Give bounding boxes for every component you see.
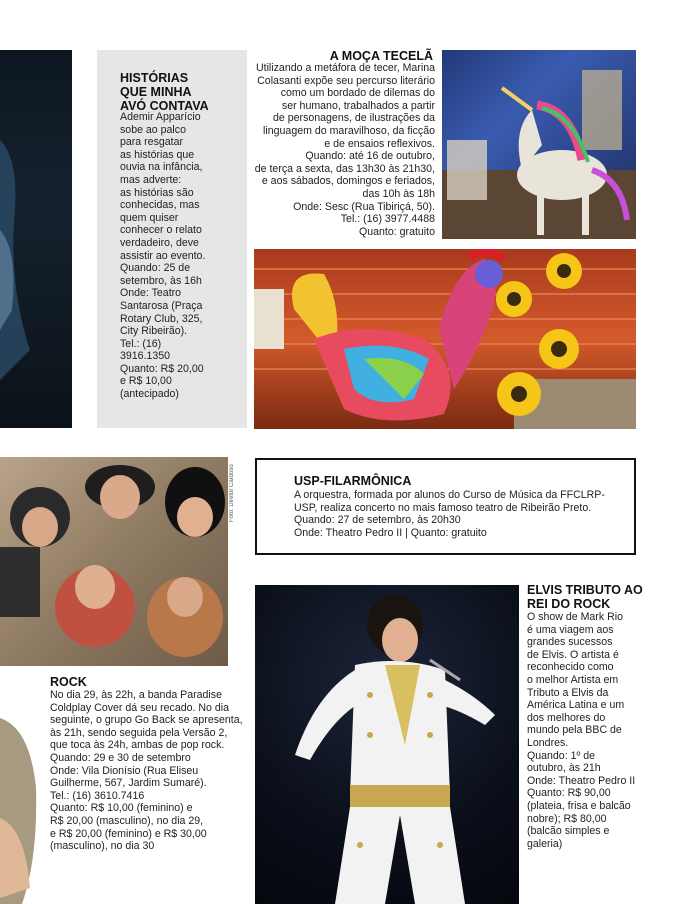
- performer-silhouette: [0, 50, 72, 428]
- moca-tecela-text-line: e aos sábados, domingos e feriados,: [261, 175, 435, 188]
- moca-tecela-text-line: de terça a sexta, das 13h30 às 21h30,: [254, 162, 435, 175]
- elvis-title: ELVIS TRIBUTO AO REI DO ROCK: [527, 583, 643, 611]
- moca-tecela-text-line: de personagens, de ilustrações da: [273, 112, 435, 125]
- historias-title: HISTÓRIAS QUE MINHA AVÓ CONTAVA: [120, 71, 209, 113]
- rooster-sculpture-photo: [254, 249, 636, 429]
- moca-tecela-text: [253, 62, 435, 238]
- elvis-text-line: Onde: Theatro Pedro II: [527, 774, 636, 787]
- usp-text-line: Quando: 27 de setembro, às 20h30: [294, 514, 461, 527]
- historias-text-line: e R$ 10,00: [120, 375, 172, 388]
- performer-photo-left: [0, 50, 72, 428]
- rock-text-line: que toca às 24h, ambas de pop rock.: [50, 739, 225, 752]
- moca-tecela-text-line: Tel.: (16) 3977.4488: [340, 213, 435, 226]
- moca-tecela-text-line: Quando: até 16 de outubro,: [305, 150, 435, 163]
- moca-tecela-text-line: linguagem do maravilhoso, da ficção: [263, 124, 435, 137]
- elvis-text-line: dos melhores do: [527, 711, 606, 724]
- moca-tecela-text-line: Colasanti expõe seu percurso literário: [257, 74, 435, 87]
- moca-tecela-title: A MOÇA TECELÃ: [329, 49, 433, 63]
- historias-text-line: Quanto: R$ 20,00: [120, 362, 204, 375]
- rock-text-line: seguinte, o grupo Go Back se apresenta,: [50, 714, 243, 727]
- usp-text-line: USP, realiza concerto no mais famoso teatro de Ribeirão Preto.: [294, 501, 592, 514]
- elvis-text-line: O show de Mark Rio: [527, 611, 623, 623]
- rock-text-line: Tel.: (16) 3610.7416: [50, 789, 145, 802]
- historias-text-line: 3916.1350: [120, 350, 171, 363]
- rock-title: ROCK: [50, 675, 87, 689]
- moca-tecela-text-line: ser humano, trabalhados a partir: [281, 99, 435, 112]
- usp-title: USP-FILARMÔNICA: [294, 474, 412, 488]
- elvis-text-line: nobre); R$ 80,00: [527, 812, 607, 825]
- elvis-text-line: é uma viagem aos: [527, 623, 614, 636]
- historias-text-line: conhecidas, mas: [120, 199, 200, 212]
- elvis-text-line: (balcão simples e: [527, 825, 610, 838]
- elvis-text-line: (plateia, frisa e balcão: [527, 799, 631, 812]
- rock-text-line: Quando: 29 e 30 de setembro: [50, 751, 191, 764]
- historias-text-line: mas adverte:: [120, 173, 182, 186]
- photo-credit: Foto: Diretor Cardoso: [229, 464, 235, 522]
- historias-text-line: assistir ao evento.: [120, 249, 206, 262]
- moca-tecela-text-line: Onde: Sesc (Rua Tibiriçá, 50).: [293, 200, 435, 213]
- elvis-tribute-photo: [255, 585, 519, 904]
- elvis-text-line: Quanto: R$ 90,00: [527, 787, 611, 800]
- moca-tecela-text-line: como um bordado de dilemas do: [280, 87, 435, 100]
- historias-text-line: (antecipado): [120, 388, 179, 401]
- elvis-text-line: de Elvis. O artista é: [527, 648, 619, 661]
- elvis-text: [527, 611, 682, 850]
- usp-text-line: Onde: Theatro Pedro II | Quanto: gratuito: [294, 526, 487, 539]
- historias-text-line: Rotary Club, 325,: [120, 312, 203, 325]
- historias-text-line: as histórias que: [120, 148, 195, 161]
- historias-text-line: City Ribeirão).: [120, 325, 188, 338]
- elvis-text-line: grandes sucessos: [527, 636, 613, 649]
- moca-tecela-text-line: Quanto: gratuito: [359, 225, 435, 238]
- elvis-text-line: outubro, às 21h: [527, 762, 601, 775]
- historias-text-line: conhecer o relato: [120, 224, 202, 237]
- moca-tecela-text-line: das 10h às 18h: [362, 187, 435, 200]
- elvis-text-line: o melhor Artista em: [527, 673, 619, 686]
- rock-text-line: No dia 29, às 22h, a banda Paradise: [50, 689, 222, 701]
- historias-text-line: Santarosa (Praça: [120, 299, 203, 312]
- elvis-text-line: mundo pela BBC de: [527, 724, 622, 737]
- historias-text-line: setembro, às 16h: [120, 274, 202, 287]
- rock-text-line: R$ 20,00 (masculino), no dia 29,: [50, 814, 204, 827]
- rock-text-line: Guilherme, 567, Jardim Sumaré).: [50, 777, 207, 790]
- rock-text-line: às 21h, sendo seguida pela Versão 2,: [50, 726, 228, 739]
- elvis-text-line: Londres.: [527, 736, 569, 749]
- unicorn-figure: [442, 50, 636, 239]
- moca-tecela-text-line: e de ensaios reflexivos.: [324, 137, 435, 150]
- historias-text-line: as histórias são: [120, 186, 194, 199]
- rooster-figure: [254, 249, 636, 429]
- historias-text-line: ouvia na infância,: [120, 161, 203, 174]
- historias-text-line: Quando: 25 de: [120, 262, 191, 275]
- band-photo: [0, 457, 228, 666]
- historias-text-line: quem quiser: [120, 211, 179, 224]
- elvis-text-line: reconhecido como: [527, 661, 614, 674]
- person-arm: [0, 708, 42, 904]
- person-photo-left: [0, 708, 42, 904]
- historias-text-line: verdadeiro, deve: [120, 236, 199, 249]
- rock-text: [50, 689, 243, 853]
- rock-text-line: Coldplay Cover dá seu recado. No dia: [50, 701, 230, 714]
- unicorn-sculpture-photo: [442, 50, 636, 239]
- elvis-text-line: Tributo a Elvis da: [527, 686, 609, 699]
- historias-text-line: Onde: Teatro: [120, 287, 182, 300]
- elvis-performer: [255, 585, 519, 904]
- rock-text-line: e R$ 20,00 (feminino) e R$ 30,00: [50, 827, 207, 840]
- elvis-text-line: galeria): [527, 837, 563, 850]
- rock-text-line: Onde: Vila Dionísio (Rua Eliseu: [50, 764, 199, 777]
- historias-text-line: para resgatar: [120, 136, 184, 149]
- historias-text: [120, 111, 245, 401]
- elvis-text-line: Quando: 1º de: [527, 749, 596, 762]
- historias-text-line: sobe ao palco: [120, 123, 186, 136]
- rock-text-line: (masculino), no dia 30: [50, 840, 155, 853]
- usp-text-line: A orquestra, formada por alunos do Curso de Música da FFCLRP-: [294, 489, 605, 501]
- historias-text-line: Tel.: (16): [120, 337, 162, 350]
- historias-text-line: Ademir Apparício: [120, 111, 201, 123]
- rock-text-line: Quanto: R$ 10,00 (feminino) e: [50, 802, 193, 815]
- band-members: [0, 457, 228, 666]
- moca-tecela-text-line: Utilizando a metáfora de tecer, Marina: [255, 62, 435, 74]
- usp-text: [294, 489, 614, 539]
- elvis-text-line: América Latina e um: [527, 699, 625, 712]
